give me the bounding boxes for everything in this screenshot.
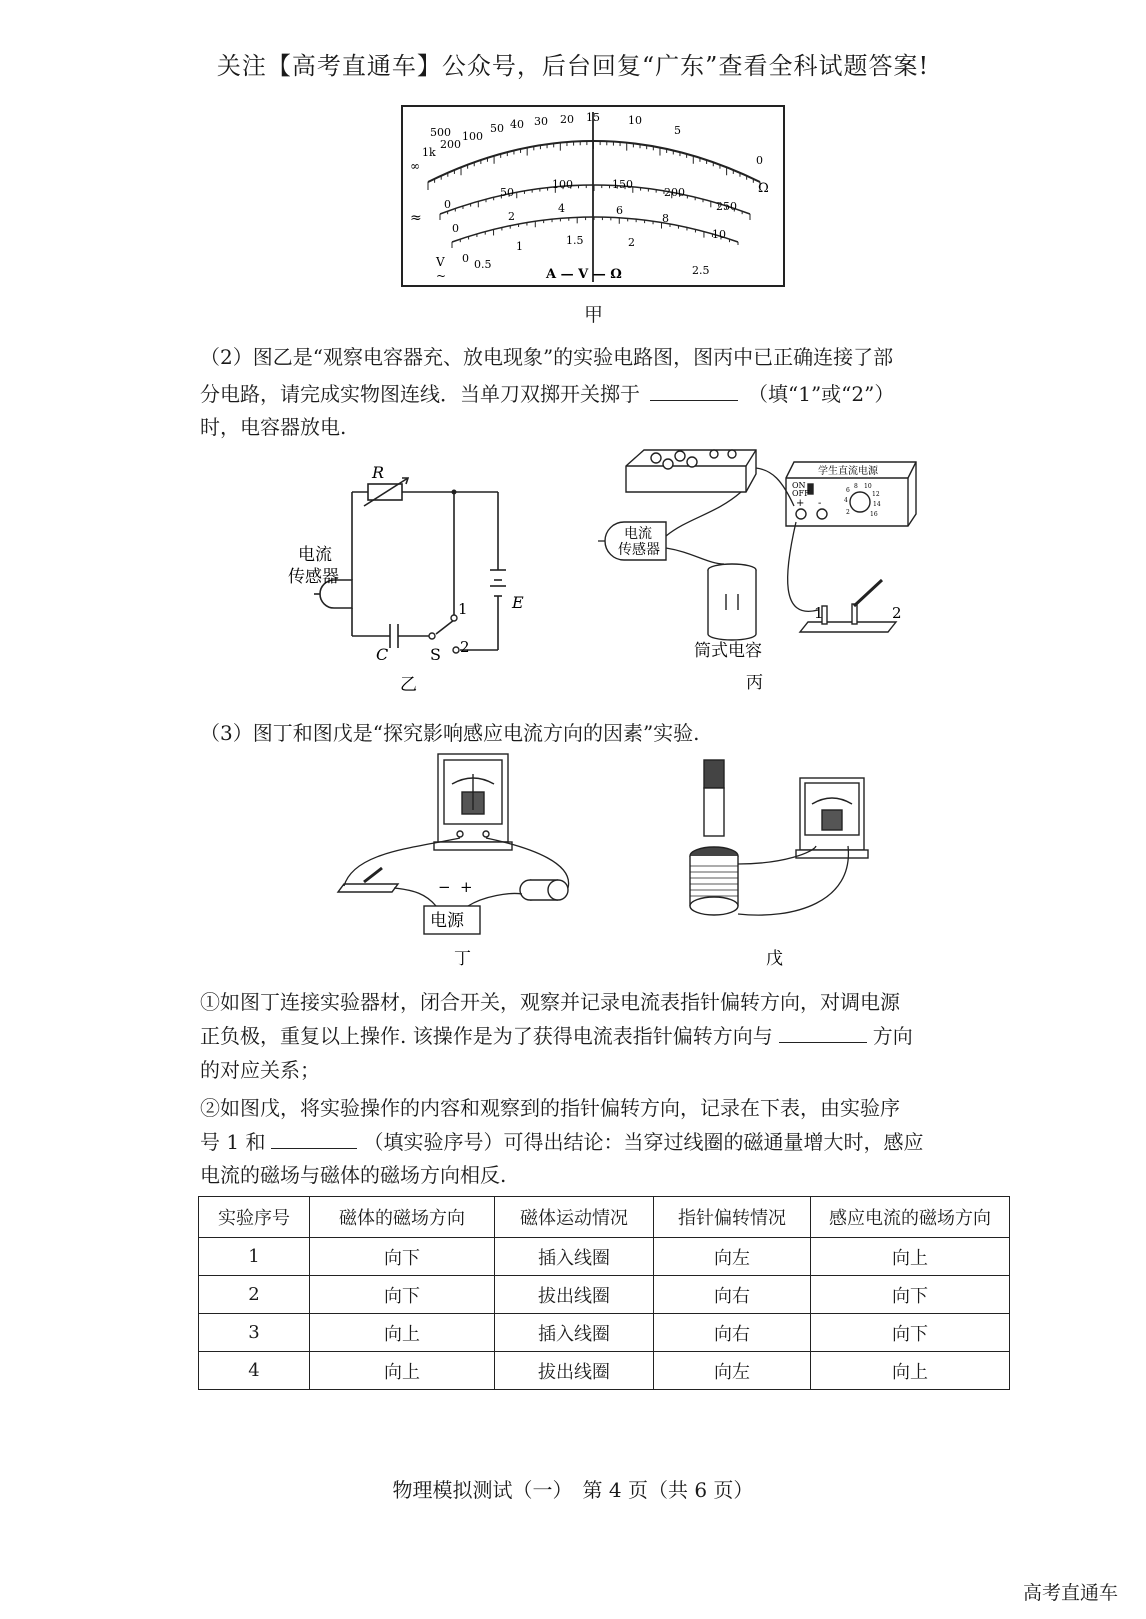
apparatus-sensor-label-1: 电流 [624, 526, 652, 542]
mid2-tick-4: 4 [558, 202, 565, 215]
capacitor-label: C [376, 645, 389, 664]
mid-tick-150: 150 [612, 178, 633, 191]
table-row [199, 1238, 1010, 1276]
ohm-tick-20: 20 [560, 113, 574, 126]
apparatus-figure-bing [596, 444, 926, 694]
q2-line-2 [200, 377, 1012, 411]
circuit-diagram-yi [284, 462, 524, 694]
ohm-tick-200: 200 [440, 138, 461, 151]
q3-p2-line-2b: （填实验序号）可得出结论：当穿过线圈的磁通量增大时，感应 [363, 1130, 924, 1154]
circuit-sensor-label-1: 电流 [298, 545, 332, 565]
cap-label: 筒式电容 [694, 641, 762, 661]
psu-knob-8: 8 [854, 483, 858, 490]
table-cell: 向左 [654, 1238, 811, 1276]
table-cell: 向上 [811, 1352, 1010, 1390]
low-tick-0.5: 0.5 [474, 258, 492, 271]
figure-jia-caption: 甲 [584, 304, 604, 326]
table-cell: 向右 [654, 1276, 811, 1314]
mid2-tick-8: 8 [662, 212, 669, 225]
meter-bottom-label: A — V — Ω [546, 267, 622, 282]
circuit-sensor-label-2: 传感器 [288, 567, 339, 587]
q3-p2-line-3: 电流的磁场与磁体的磁场方向相反. [200, 1163, 507, 1187]
ac-symbol: ≈ [410, 210, 422, 226]
table-cell: 向上 [811, 1238, 1010, 1276]
mid2-tick-2: 2 [508, 210, 515, 223]
page-header: 关注【高考直通车】公众号，后台回复“广东”查看全科试题答案! [216, 52, 930, 80]
q2-line-1: （2）图乙是“观察电容器充、放电现象”的实验电路图，图丙中已正确连接了部 [200, 345, 894, 369]
q2-line-2b: （填“1”或“2”） [748, 382, 895, 406]
figure-yi-caption: 乙 [400, 675, 417, 694]
table-row [199, 1352, 1010, 1390]
table-header-cell: 实验序号 [199, 1197, 310, 1238]
q2-line-3: 时，电容器放电. [200, 415, 347, 439]
q3-p1-line-2b: 方向 [872, 1024, 913, 1048]
psu-knob-10: 10 [864, 483, 872, 490]
table-row [199, 1314, 1010, 1352]
psu-plus-label: + [796, 498, 805, 509]
mid-tick-250: 250 [716, 200, 737, 213]
q3-intro: （3）图丁和图戊是“探究影响感应电流方向的因素”实验. [200, 721, 700, 745]
ohm-unit-label: Ω [758, 181, 769, 196]
psu-knob-6: 6 [846, 487, 850, 494]
q3-p2-line-2 [200, 1125, 1012, 1159]
table-row [199, 1276, 1010, 1314]
figure-wu-caption: 戊 [766, 949, 783, 969]
mid-tick-50: 50 [500, 186, 514, 199]
knife-switch-2: 2 [892, 604, 902, 622]
table-cell: 拔出线圈 [495, 1276, 654, 1314]
table-cell: 插入线圈 [495, 1238, 654, 1276]
psu-on-label: ON [792, 481, 806, 490]
power-label: 电源 [430, 911, 464, 931]
ohm-tick-5: 5 [674, 124, 681, 137]
q2-answer-blank[interactable] [650, 378, 738, 401]
low-tick-0: 0 [462, 252, 469, 265]
mid-tick-100: 100 [552, 178, 573, 191]
psu-knob-16: 16 [870, 511, 878, 518]
q3-p2-line-2a: 号 1 和 [200, 1130, 266, 1154]
table-header-cell: 磁体运动情况 [495, 1197, 654, 1238]
table-cell: 1 [199, 1238, 310, 1276]
table-cell: 向左 [654, 1352, 811, 1390]
low-tick-1.5: 1.5 [566, 234, 584, 247]
battery-plus: + [460, 878, 473, 896]
table-header-cell: 感应电流的磁场方向 [811, 1197, 1010, 1238]
knife-switch-1: 1 [814, 604, 824, 622]
table-header-cell: 磁体的磁场方向 [310, 1197, 495, 1238]
low-tick-2.5: 2.5 [692, 264, 710, 277]
q3-p2-answer-blank[interactable] [271, 1126, 357, 1149]
figure-bing-caption: 丙 [746, 673, 763, 693]
table-cell: 向下 [811, 1314, 1010, 1352]
mid-tick-200: 200 [664, 186, 685, 199]
mid2-tick-10: 10 [712, 228, 726, 241]
q3-p2-line-1: ②如图戊，将实验操作的内容和观察到的指针偏转方向，记录在下表，由实验序 [200, 1096, 900, 1120]
ohm-tick-100: 100 [462, 130, 483, 143]
ohm-tick-0: 0 [756, 154, 763, 167]
low-tick-2: 2 [628, 236, 635, 249]
psu-knob-14: 14 [873, 501, 881, 508]
figure-ding-caption: 丁 [454, 949, 471, 969]
battery-minus: − [438, 878, 451, 896]
table-header-row [199, 1197, 1010, 1238]
tilde-label: ~ [436, 269, 447, 283]
psu-knob-2: 2 [846, 509, 850, 516]
table-cell: 拔出线圈 [495, 1352, 654, 1390]
figure-wu [684, 752, 874, 970]
ohm-tick-inf: ∞ [410, 159, 420, 173]
mid2-tick-6: 6 [616, 204, 623, 217]
terminal-1-label: 1 [458, 600, 468, 618]
table-cell: 插入线圈 [495, 1314, 654, 1352]
ohm-tick-1k: 1k [422, 146, 436, 159]
table-cell: 向下 [310, 1238, 495, 1276]
table-cell: 向下 [811, 1276, 1010, 1314]
q3-p1-line-3: 的对应关系； [200, 1058, 320, 1082]
psu-knob-4: 4 [844, 497, 848, 504]
ohm-tick-30: 30 [534, 115, 548, 128]
terminal-2-label: 2 [460, 638, 470, 656]
table-cell: 向右 [654, 1314, 811, 1352]
psu-knob-12: 12 [872, 491, 880, 498]
psu-off-label: OFF [792, 489, 810, 498]
apparatus-sensor-label-2: 传感器 [618, 542, 660, 558]
ohm-tick-10: 10 [628, 114, 642, 127]
table-cell: 4 [199, 1352, 310, 1390]
ohm-tick-15: 15 [586, 111, 600, 124]
q3-p1-line-1: ①如图丁连接实验器材，闭合开关，观察并记录电流表指针偏转方向，对调电源 [200, 990, 900, 1014]
table-cell: 向下 [310, 1276, 495, 1314]
table-cell: 3 [199, 1314, 310, 1352]
page-footer: 物理模拟测试（一） 第 4 页（共 6 页） [392, 1478, 754, 1502]
mid-tick-0: 0 [444, 198, 451, 211]
q3-p1-line-2 [200, 1019, 1012, 1053]
resistor-label: R [372, 463, 385, 482]
switch-label: S [430, 645, 441, 664]
psu-title: 学生直流电源 [818, 466, 878, 477]
table-cell: 2 [199, 1276, 310, 1314]
v-label: V [436, 255, 445, 269]
q2-line-2a: 分电路，请完成实物图连线．当单刀双掷开关掷于 [200, 382, 640, 406]
table-header-cell: 指针偏转情况 [654, 1197, 811, 1238]
figure-ding [334, 752, 584, 970]
table-cell: 向上 [310, 1314, 495, 1352]
mid2-tick-0: 0 [452, 222, 459, 235]
low-tick-1: 1 [516, 240, 523, 253]
emf-label: E [512, 593, 524, 612]
q3-p1-answer-blank[interactable] [779, 1020, 867, 1043]
corner-brand: 高考直通车 [1022, 1582, 1118, 1604]
psu-minus-label: - [818, 498, 822, 509]
ohm-tick-40: 40 [510, 118, 524, 131]
experiment-table [198, 1196, 1010, 1390]
table-cell: 向上 [310, 1352, 495, 1390]
multimeter-dial-figure [400, 104, 786, 288]
q3-p1-line-2a: 正负极，重复以上操作. 该操作是为了获得电流表指针偏转方向与 [200, 1024, 773, 1048]
ohm-tick-500: 500 [430, 126, 451, 139]
ohm-tick-50: 50 [490, 122, 504, 135]
